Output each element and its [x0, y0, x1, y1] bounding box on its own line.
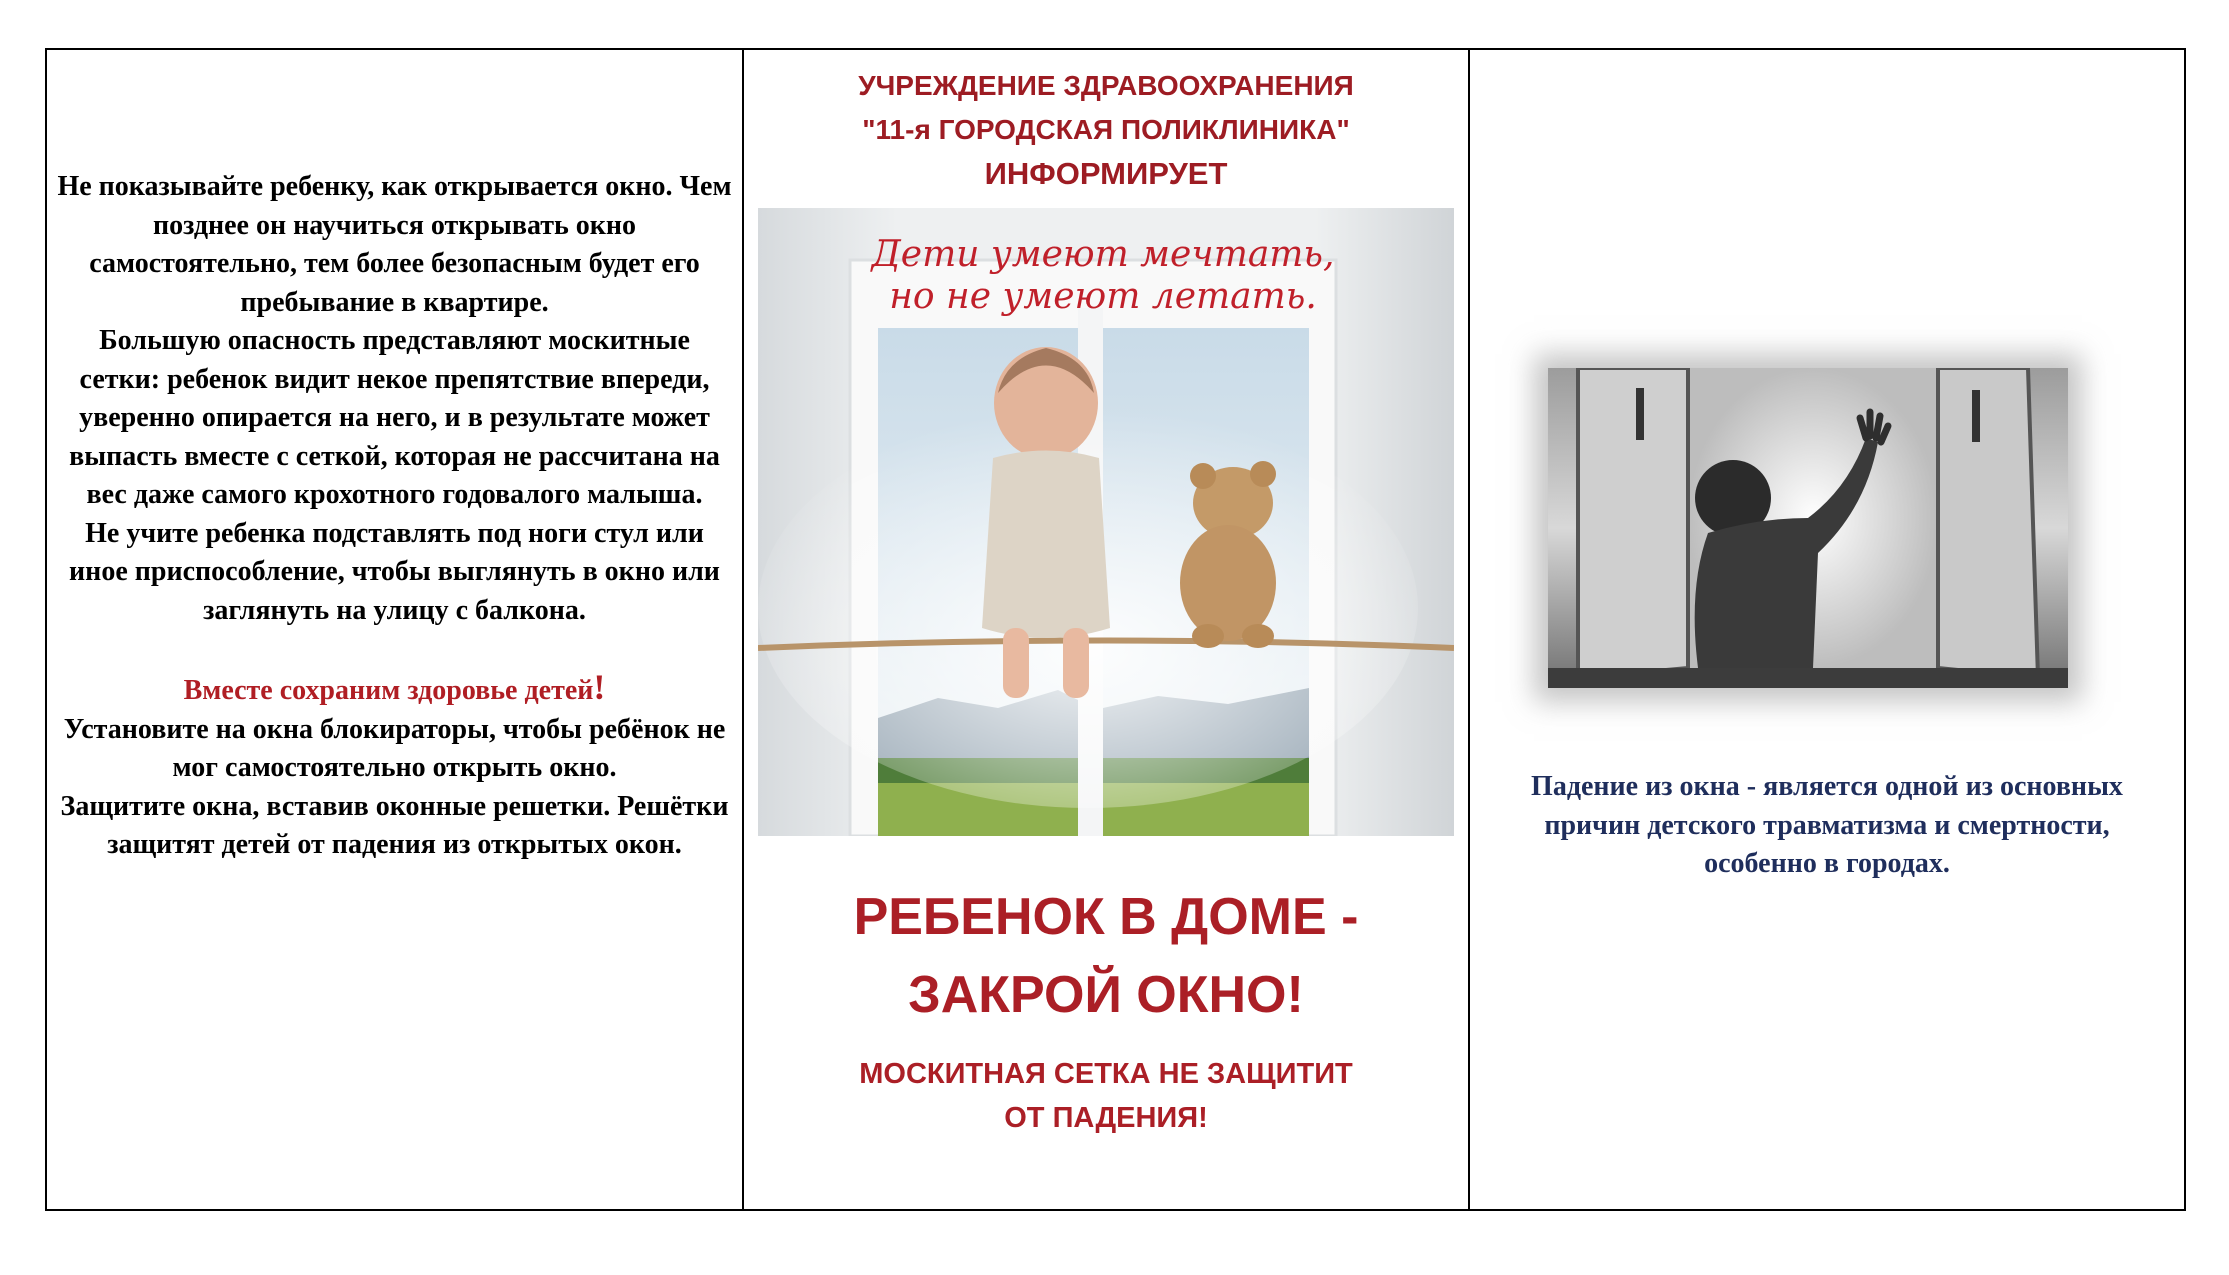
mosquito-net-warning: [744, 1052, 1468, 1140]
advice-paragraph-1: Не показывайте ребенку, как открывается окно. Чем позднее он научиться открывать окно самостоятельно, тем более безопасным будет его пребывание в квартире.: [57, 171, 732, 318]
safety-advice-text: [57, 168, 732, 865]
warning-line-1: МОСКИТНАЯ СЕТКА НЕ ЗАЩИТИТ: [859, 1058, 1353, 1090]
slogan-text: Вместе сохраним здоровье детей: [183, 675, 594, 706]
child-and-teddy-illustration: [758, 208, 1454, 836]
child-at-open-window-photo: [1548, 368, 2068, 688]
institution-name: "11-я ГОРОДСКАЯ ПОЛИКЛИНИКА": [862, 114, 1350, 145]
advice-paragraph-3: Не учите ребенка подставлять под ноги стул или иное приспособление, чтобы выглянуть в окно или заглянуть на улицу с балкона.: [69, 517, 720, 626]
photo-caption-line-1: Дети умеют мечтать,: [871, 234, 1335, 275]
institution-header: [744, 64, 1468, 196]
headline-line-1: РЕБЕНОК В ДОМЕ -: [853, 888, 1359, 946]
child-on-window-photo: [758, 208, 1454, 836]
right-panel: [1470, 50, 2184, 1209]
slogan-exclamation: !: [593, 667, 606, 707]
informs-label: ИНФОРМИРУЕТ: [984, 156, 1228, 191]
middle-panel: [744, 50, 1470, 1209]
advice-paragraph-2: Большую опасность представляют москитные сетки: ребенок видит некое препятствие впереди, уверенно опирается на него, и в результате может выпасть вместе с сеткой, которая не рассчитана на вес даже самого крохотного годовалого малыша.: [69, 325, 720, 510]
warning-line-2: ОТ ПАДЕНИЯ!: [1004, 1102, 1208, 1134]
leaflet-sheet: [45, 48, 2186, 1211]
photo-caption-line-2: но не умеют летать.: [889, 276, 1317, 317]
advice-paragraph-4: Установите на окна блокираторы, чтобы ребёнок не мог самостоятельно открыть окно.: [63, 713, 726, 783]
paragraph-gap: [57, 630, 732, 668]
advice-paragraph-5: Защитите окна, вставив оконные решетки. Решётки защитят детей от падения из открытых окон.: [60, 790, 729, 860]
slogan: [57, 668, 732, 711]
main-headline: [744, 878, 1468, 1034]
fall-statistics-caption: Падение из окна - является одной из основных причин детского травматизма и смертности, особенно в городах.: [1531, 771, 2123, 879]
child-window-silhouette: [1548, 368, 2068, 688]
headline-line-2: ЗАКРОЙ ОКНО!: [908, 966, 1304, 1024]
institution-type: УЧРЕЖДЕНИЕ ЗДРАВООХРАНЕНИЯ: [858, 70, 1354, 101]
left-panel: [47, 50, 744, 1209]
